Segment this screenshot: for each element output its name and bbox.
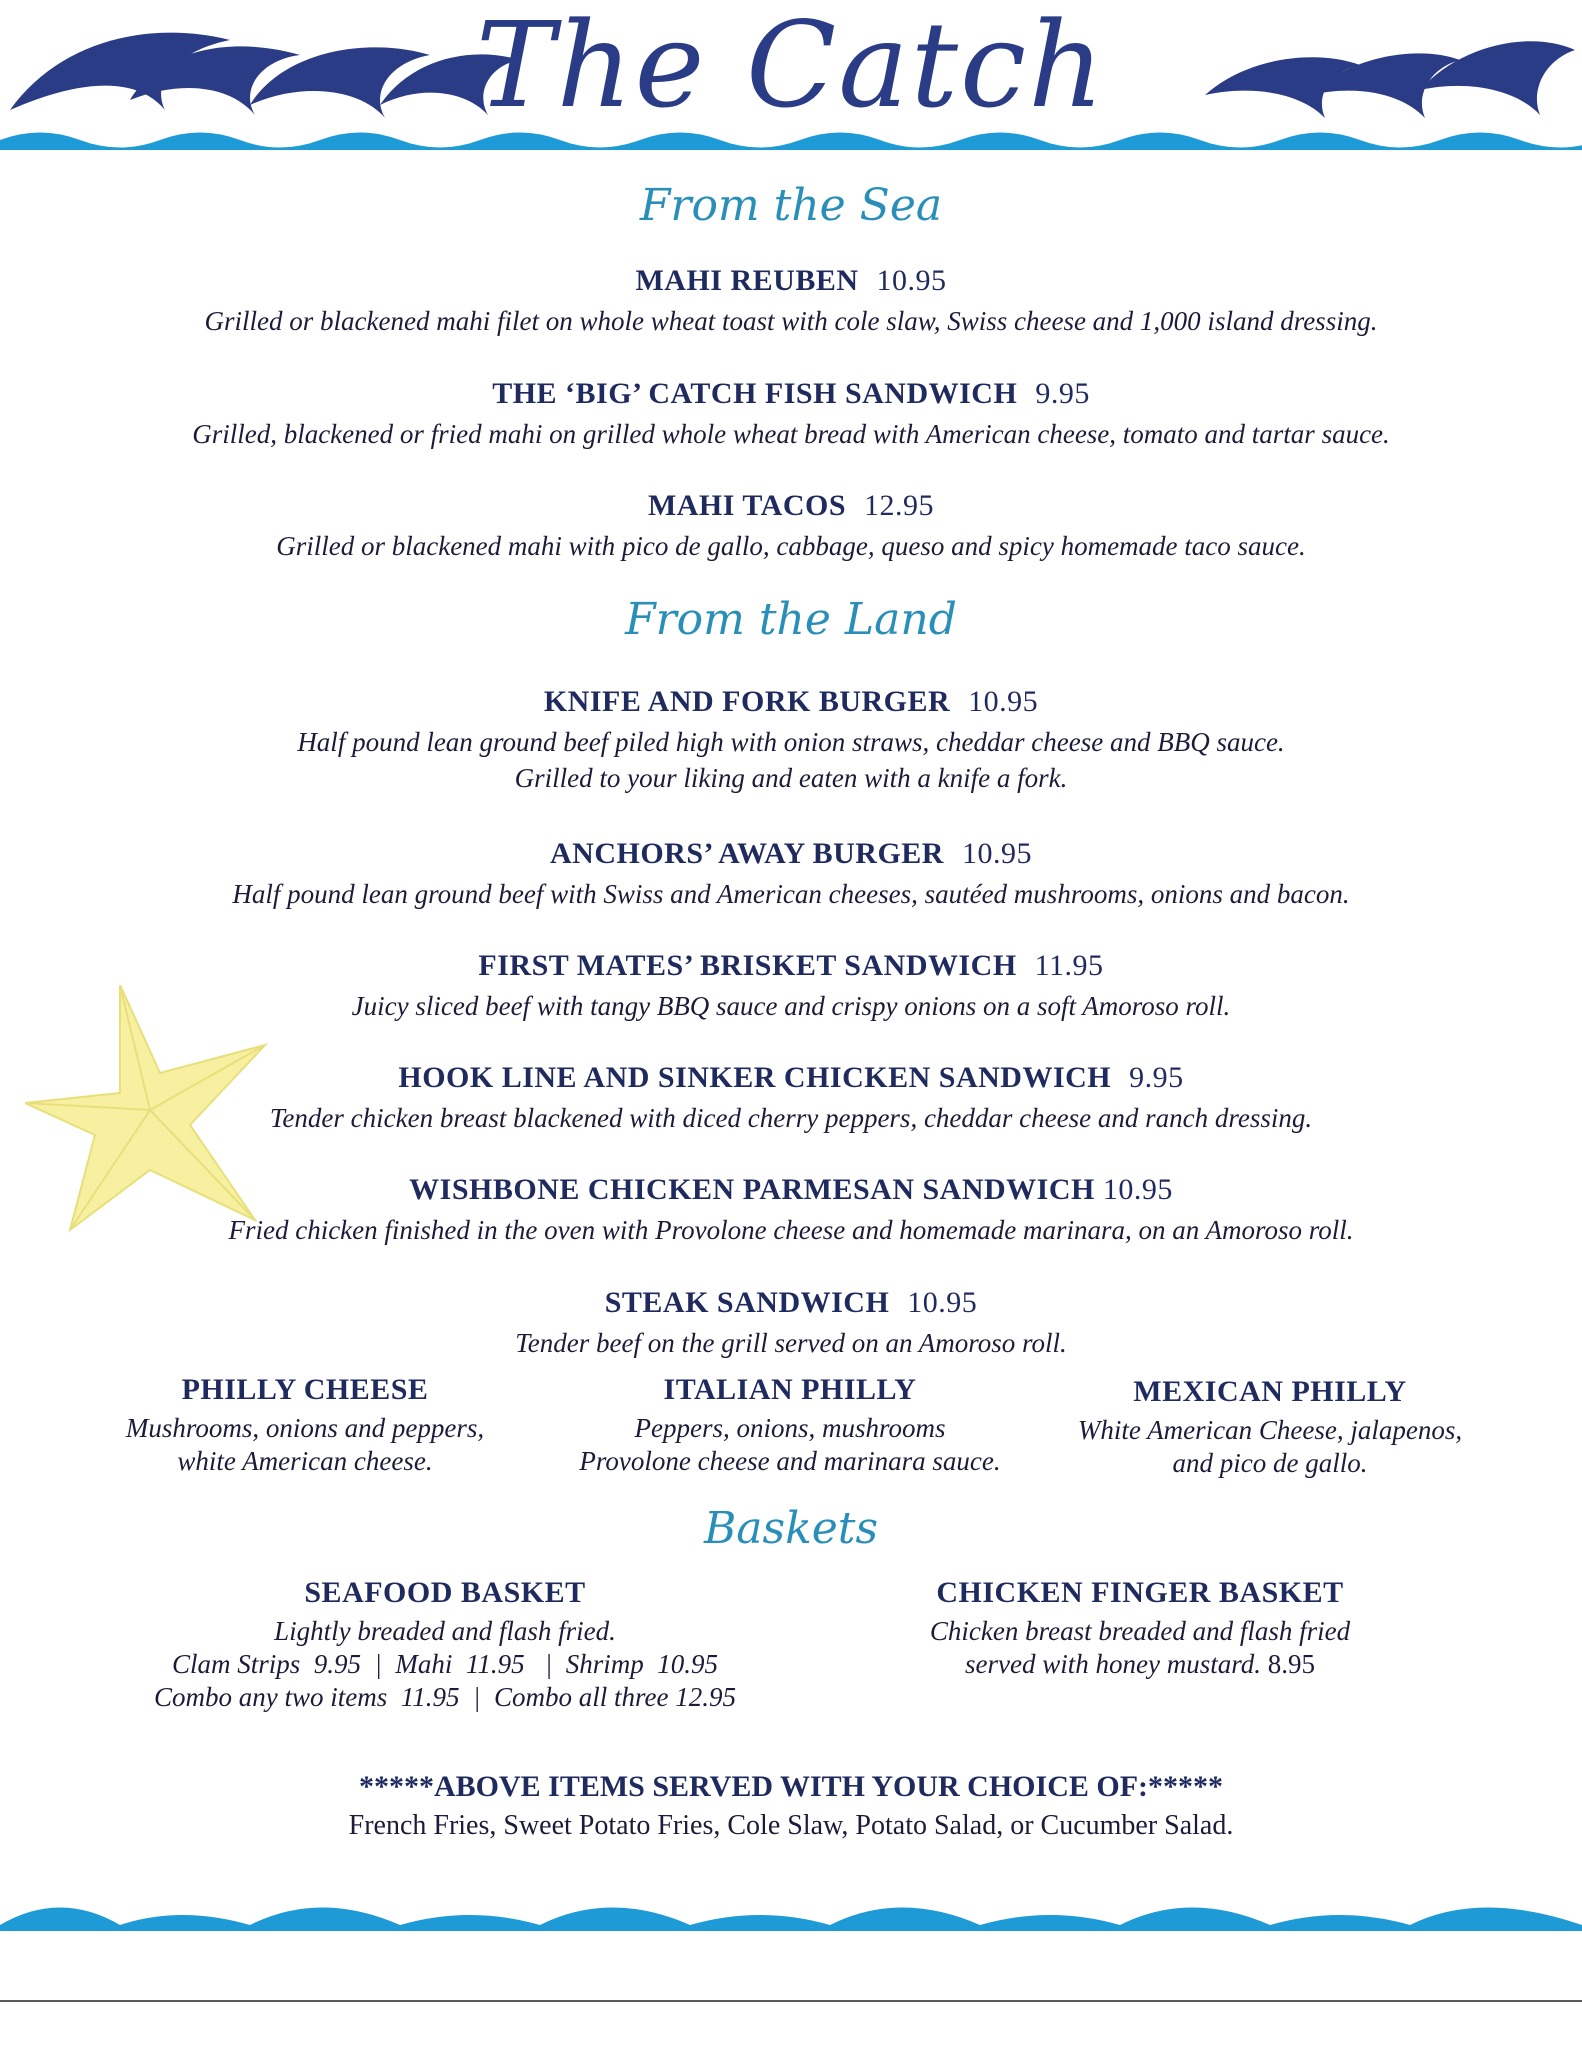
philly-description: Provolone cheese and marinara sauce. (579, 1446, 1001, 1476)
menu-item-description: Grilled, blackened or fried mahi on grilled whole wheat bread with American cheese, tomato and tartar sauce. (192, 419, 1390, 449)
menu-item-description: Fried chicken finished in the oven with Provolone cheese and homemade marinara, on an Amoroso roll. (228, 1215, 1354, 1245)
menu-item-name: KNIFE AND FORK BURGER 10.95 (543, 685, 1039, 718)
philly-description: Mushrooms, onions and peppers, (125, 1413, 485, 1443)
section-title-baskets: Baskets (703, 1503, 879, 1554)
sides-notice: *****ABOVE ITEMS SERVED WITH YOUR CHOICE OF:***** (358, 1770, 1224, 1803)
menu-item-price: 10.95 (961, 837, 1032, 870)
philly-name: ITALIAN PHILLY (663, 1373, 917, 1406)
chicken-finger-basket (880, 1576, 1400, 1680)
menu-item-price: 10.95 (876, 264, 947, 297)
menu-item-price: 9.95 (1035, 377, 1090, 410)
philly-description: and pico de gallo. (1172, 1448, 1368, 1478)
basket-description: served with honey mustard. 8.95 (965, 1649, 1315, 1679)
menu-item-name: HOOK LINE AND SINKER CHICKEN SANDWICH 9.95 (398, 1061, 1184, 1094)
restaurant-title: The Catch (475, 0, 1107, 134)
basket-name: CHICKEN FINGER BASKET (936, 1576, 1344, 1609)
menu-item-price: 10.95 (968, 685, 1039, 718)
menu-item-price: 12.95 (864, 489, 935, 522)
basket-price: 8.95 (1267, 1649, 1315, 1679)
menu-item-description: Juicy sliced beef with tangy BBQ sauce and crispy onions on a soft Amoroso roll. (351, 991, 1231, 1021)
menu-item-description: Grilled to your liking and eaten with a knife a fork. (514, 763, 1068, 793)
bottom-rule (0, 2000, 1582, 2002)
philly-description: white American cheese. (177, 1446, 433, 1476)
menu-item-name: ANCHORS’ AWAY BURGER 10.95 (550, 837, 1032, 870)
menu-item-name: STEAK SANDWICH 10.95 (604, 1286, 978, 1319)
basket-name: SEAFOOD BASKET (304, 1576, 586, 1609)
menu-item-price: 10.95 (1102, 1173, 1173, 1206)
philly-name: PHILLY CHEESE (181, 1373, 429, 1406)
philly-name: MEXICAN PHILLY (1133, 1375, 1407, 1408)
seafood-basket (70, 1576, 820, 1713)
philly-description: White American Cheese, jalapenos, (1077, 1415, 1463, 1445)
menu-item-name: FIRST MATES’ BRISKET SANDWICH 11.95 (478, 949, 1104, 982)
menu-item-description: Half pound lean ground beef piled high with onion straws, cheddar cheese and BBQ sauce. (297, 727, 1285, 757)
footer-wave-decoration (0, 1895, 1582, 1955)
menu-item-price: 11.95 (1034, 949, 1104, 982)
basket-combos: Combo any two items 11.95 | Combo all three 12.95 (154, 1682, 736, 1712)
basket-description: Lightly breaded and flash fried. (274, 1616, 616, 1646)
section-title-land: From the Land (625, 594, 957, 645)
menu-item-description: Tender chicken breast blackened with diced cherry peppers, cheddar cheese and ranch dressing. (269, 1103, 1313, 1133)
philly-description: Peppers, onions, mushrooms (634, 1413, 946, 1443)
sides-list: French Fries, Sweet Potato Fries, Cole Slaw, Potato Salad, or Cucumber Salad. (348, 1810, 1234, 1841)
menu-item-name: MAHI TACOS 12.95 (647, 489, 935, 522)
philly-option (540, 1373, 1040, 1477)
menu-item-name: MAHI REUBEN 10.95 (635, 264, 947, 297)
philly-option (1040, 1375, 1500, 1479)
basket-description: Chicken breast breaded and flash fried (929, 1616, 1351, 1646)
menu-item-description: Grilled or blackened mahi filet on whole wheat toast with cole slaw, Swiss cheese and 1,000 island dressing. (204, 306, 1378, 336)
basket-prices: Clam Strips 9.95 | Mahi 11.95 | Shrimp 10.95 (171, 1649, 719, 1679)
philly-option (80, 1373, 530, 1477)
menu-item-description: Half pound lean ground beef with Swiss and American cheeses, sautéed mushrooms, onions and bacon. (232, 879, 1350, 909)
menu-item-description: Grilled or blackened mahi with pico de gallo, cabbage, queso and spicy homemade taco sauce. (276, 531, 1306, 561)
section-title-sea: From the Sea (639, 180, 943, 231)
menu-item-price: 10.95 (907, 1286, 978, 1319)
menu-item-price: 9.95 (1129, 1061, 1184, 1094)
menu-item-description: Tender beef on the grill served on an Amoroso roll. (515, 1328, 1067, 1358)
menu-item-name: WISHBONE CHICKEN PARMESAN SANDWICH 10.95 (409, 1173, 1173, 1206)
menu-item-name: THE ‘BIG’ CATCH FISH SANDWICH 9.95 (492, 377, 1090, 410)
